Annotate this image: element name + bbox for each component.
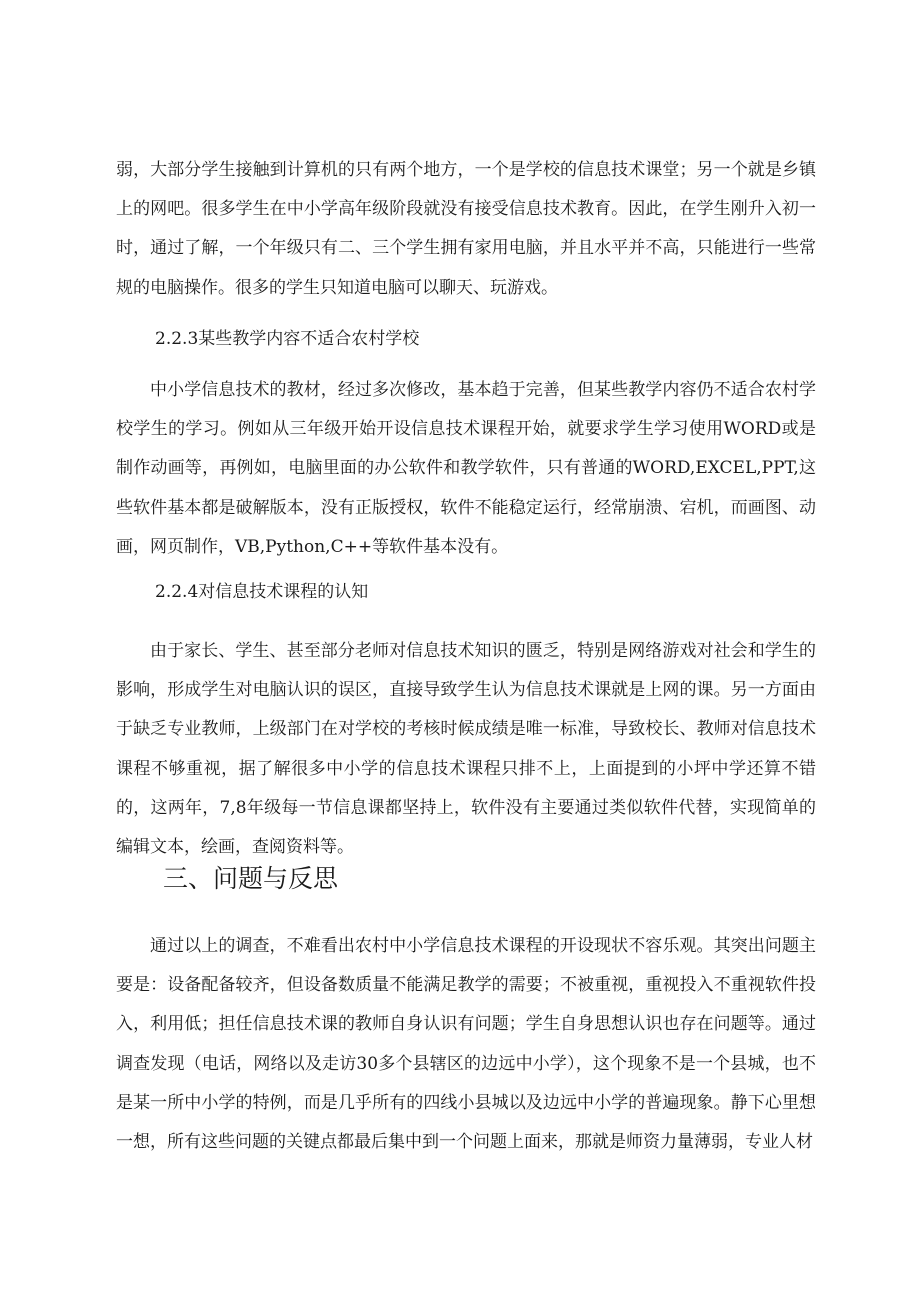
subheading-2-2-3: 2.2.3某些教学内容不适合农村学校 xyxy=(155,329,420,349)
paragraph-2-2-4: 由于家长、学生、甚至部分老师对信息技术知识的匮乏，特别是网络游戏对社会和学生的影响，形成学生对电脑认识的误区，直接导致学生认为信息技术课就是上网的课。另一方面由于缺乏专业教师，上级部门在对学校的考核时候成绩是唯一标准，导致校长、教师对信息技术课程不够重视，据了解很多中小学的信息技术课程只排不上，上面提到的小坪中学还算不错的，这两年，7,8年级每一节信息课都坚持上，软件没有主要通过类似软件代替，实现简单的编辑文本，绘画，查阅资料等。 xyxy=(116,641,816,858)
section-title-3: 三、问题与反思 xyxy=(163,864,339,893)
paragraph-2-2-3: 中小学信息技术的教材，经过多次修改，基本趋于完善，但某些教学内容仍不适合农村学校学生的学习。例如从三年级开始开设信息技术课程开始，就要求学生学习使用WORD或是制作动画等，再例如，电脑里面的办公软件和教学软件，只有普通的WORD,EXCEL,PPT,这些软件基本都是破解版本，没有正版授权，软件不能稳定运行，经常崩溃、宕机，而画图、动画，网页制作，VB,Python,C++等软件基本没有。 xyxy=(116,380,816,557)
paragraph-section-3: 通过以上的调查，不难看出农村中小学信息技术课程的开设现状不容乐观。其突出问题主要是：设备配备较齐，但设备数质量不能满足教学的需要；不被重视，重视投入不重视软件投入，利用低；担任信息技术课的教师自身认识有问题；学生自身思想认识也存在问题等。通过调查发现（电话，网络以及走访30多个县辖区的边远中小学），这个现象不是一个县城，也不是某一所中小学的特例，而是几乎所有的四线小县城以及边远中小学的普遍现象。静下心里想一想，所有这些问题的关键点都最后集中到一个问题上面来，那就是师资力量薄弱，专业人材 xyxy=(116,936,816,1153)
paragraph-intro-continuation: 弱，大部分学生接触到计算机的只有两个地方，一个是学校的信息技术课堂；另一个就是乡镇上的网吧。很多学生在中小学高年级阶段就没有接受信息技术教育。因此，在学生刚升入初一时，通过了解，一个年级只有二、三个学生拥有家用电脑，并且水平并不高，只能进行一些常规的电脑操作。很多的学生只知道电脑可以聊天、玩游戏。 xyxy=(116,160,816,298)
subheading-2-2-4: 2.2.4对信息技术课程的认知 xyxy=(155,582,369,602)
